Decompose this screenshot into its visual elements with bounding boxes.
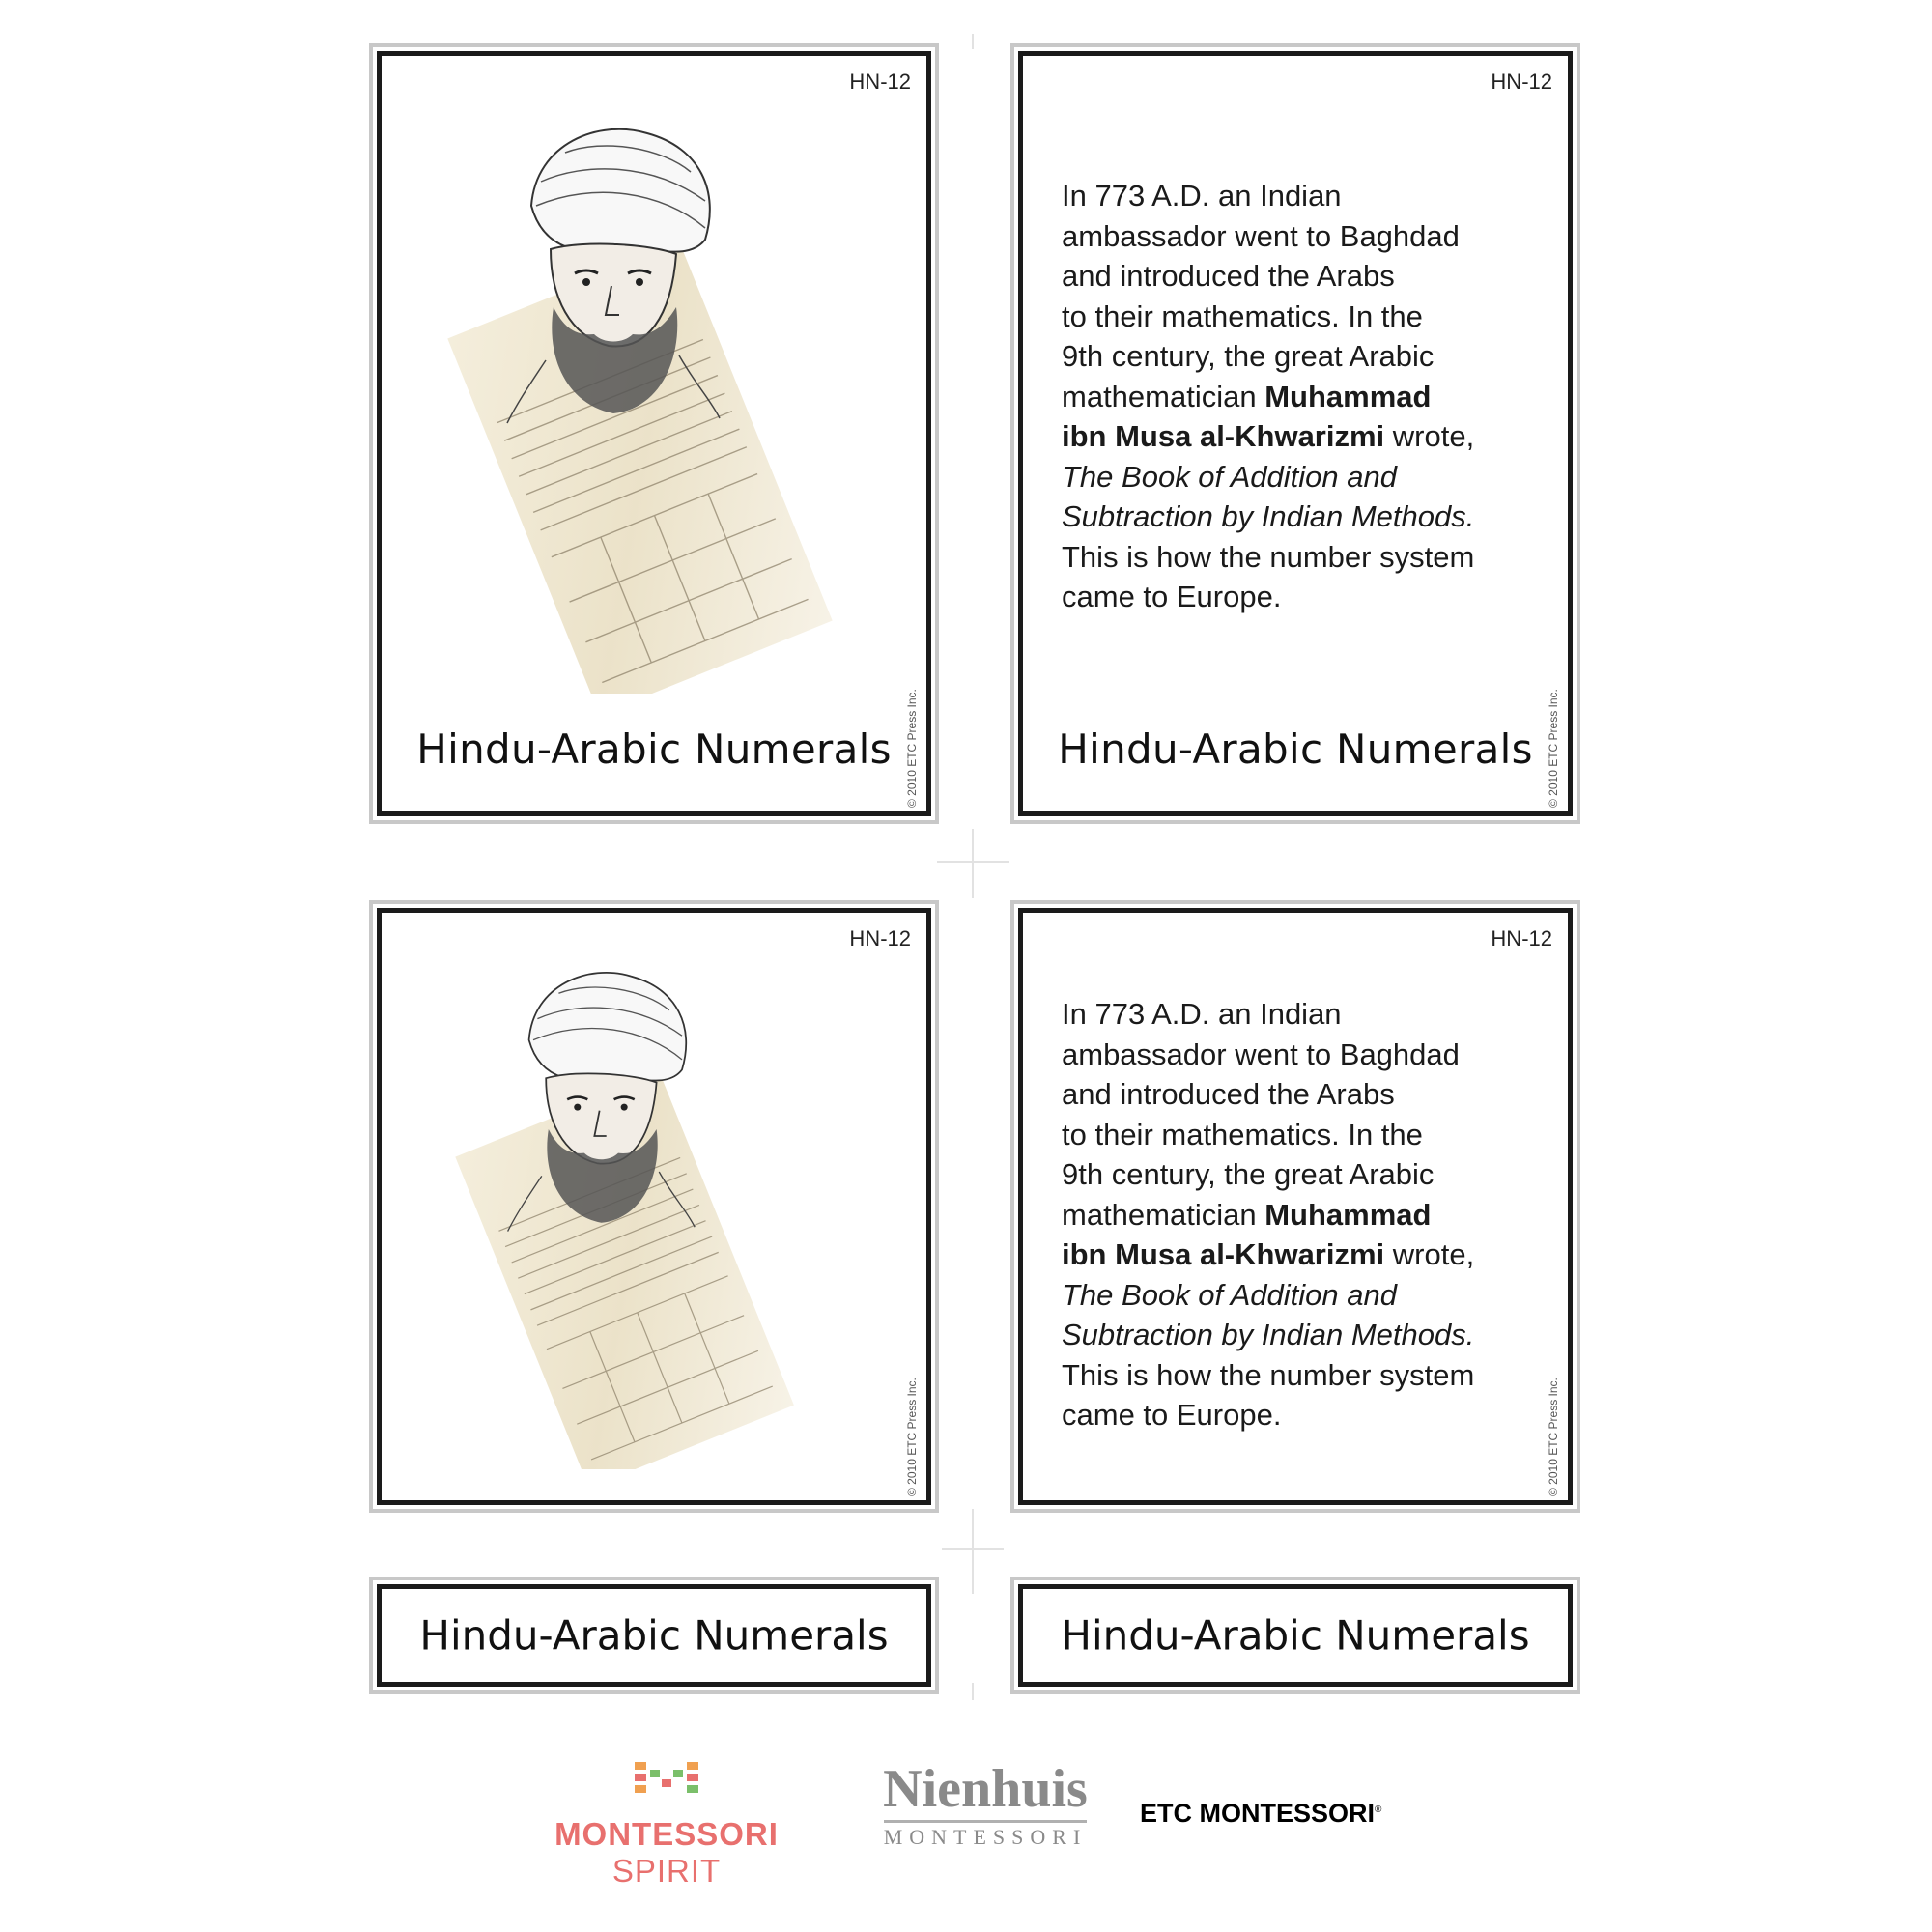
nienhuis-logo: [879, 1758, 1092, 1874]
description-line: ambassador went to Baghdad: [1062, 218, 1460, 253]
description-line: 9th century, the great Arabic: [1062, 339, 1435, 373]
card-code: HN-12: [849, 926, 911, 951]
book-title-italic: Subtraction by Indian Methods.: [1062, 499, 1475, 533]
description-line: to their mathematics. In the: [1062, 1117, 1423, 1151]
card-code: HN-12: [849, 70, 911, 94]
description-line: [1062, 497, 1545, 537]
book-title-italic: The Book of Addition and: [1062, 459, 1397, 494]
cut-mark-lower-vertical: [972, 1509, 974, 1594]
montessori-spirit-mark-icon: [633, 1758, 700, 1803]
montessori-spirit-wordmark: [502, 1816, 831, 1889]
description-line: and introduced the Arabs: [1062, 1077, 1395, 1111]
cut-mark-lower-horizontal: [942, 1548, 1004, 1550]
description-text: [1062, 176, 1545, 617]
nienhuis-subtitle: MONTESSORI: [884, 1820, 1088, 1850]
registered-mark: ®: [1375, 1804, 1382, 1815]
book-title-italic: The Book of Addition and: [1062, 1277, 1397, 1312]
scholar-manuscript-illustration: [440, 959, 797, 1469]
card-title: Hindu-Arabic Numerals: [1058, 725, 1533, 773]
wordmark-bold: MONTESSORI: [554, 1816, 779, 1852]
picture-card-bottom: [377, 908, 931, 1505]
copyright-text: © 2010 ETC Press Inc.: [1547, 689, 1560, 808]
name-bold: ibn Musa al-Khwarizmi: [1062, 419, 1385, 453]
copyright-vertical: [1545, 1313, 1562, 1496]
description-line: came to Europe.: [1062, 580, 1282, 613]
scholar-manuscript-illustration: [430, 114, 836, 694]
description-line: [1062, 1235, 1545, 1275]
description-line: 9th century, the great Arabic: [1062, 1157, 1435, 1191]
etc-wordmark: ETC MONTESSORI: [1140, 1799, 1376, 1828]
copyright-text: © 2010 ETC Press Inc.: [905, 689, 919, 808]
name-bold: Muhammad: [1264, 1197, 1432, 1232]
copyright-vertical: [1545, 624, 1562, 808]
wordmark-light: SPIRIT: [611, 1853, 722, 1889]
description-line: and introduced the Arabs: [1062, 259, 1395, 293]
description-span: wrote,: [1384, 1237, 1475, 1271]
description-line: In 773 A.D. an Indian: [1062, 997, 1342, 1031]
cut-mark-middle-vertical: [972, 829, 974, 898]
description-card-top: [1018, 51, 1573, 816]
copyright-vertical: [903, 624, 921, 808]
label-title: Hindu-Arabic Numerals: [1061, 1611, 1530, 1660]
picture-card-top: [377, 51, 931, 816]
description-line: This is how the number system: [1062, 1357, 1475, 1392]
description-line: [1062, 416, 1545, 457]
cut-mark-bottom: [972, 1683, 974, 1700]
description-line: [1062, 1275, 1545, 1316]
description-span: wrote,: [1384, 419, 1475, 453]
cut-mark-top: [972, 34, 974, 49]
description-line: came to Europe.: [1062, 1398, 1282, 1432]
description-line: [1062, 1195, 1545, 1236]
montessori-spirit-logo: [502, 1758, 831, 1889]
description-span: mathematician: [1062, 1197, 1265, 1232]
name-bold: Muhammad: [1264, 379, 1432, 413]
label-card-left: [377, 1584, 931, 1687]
copyright-text: © 2010 ETC Press Inc.: [905, 1378, 919, 1496]
card-code: HN-12: [1491, 926, 1552, 951]
copyright-vertical: [903, 1313, 921, 1496]
description-line: [1062, 377, 1545, 417]
label-title: Hindu-Arabic Numerals: [419, 1611, 889, 1660]
description-span: mathematician: [1062, 379, 1265, 413]
description-line: to their mathematics. In the: [1062, 298, 1423, 333]
description-line: [1062, 1315, 1545, 1355]
description-card-bottom: [1018, 908, 1573, 1505]
cut-mark-middle-horizontal: [937, 861, 1009, 863]
card-title: Hindu-Arabic Numerals: [416, 725, 892, 773]
name-bold: ibn Musa al-Khwarizmi: [1062, 1237, 1385, 1271]
nienhuis-wordmark: Nienhuis: [883, 1759, 1088, 1819]
etc-montessori-logo: [1140, 1799, 1381, 1829]
card-code: HN-12: [1491, 70, 1552, 94]
description-line: ambassador went to Baghdad: [1062, 1037, 1460, 1071]
book-title-italic: Subtraction by Indian Methods.: [1062, 1318, 1475, 1351]
label-card-right: [1018, 1584, 1573, 1687]
copyright-text: © 2010 ETC Press Inc.: [1547, 1378, 1560, 1496]
description-line: This is how the number system: [1062, 539, 1475, 574]
description-line: [1062, 457, 1545, 497]
description-text: [1062, 994, 1545, 1435]
description-line: In 773 A.D. an Indian: [1062, 179, 1342, 213]
brand-logos: [0, 1758, 1932, 1889]
